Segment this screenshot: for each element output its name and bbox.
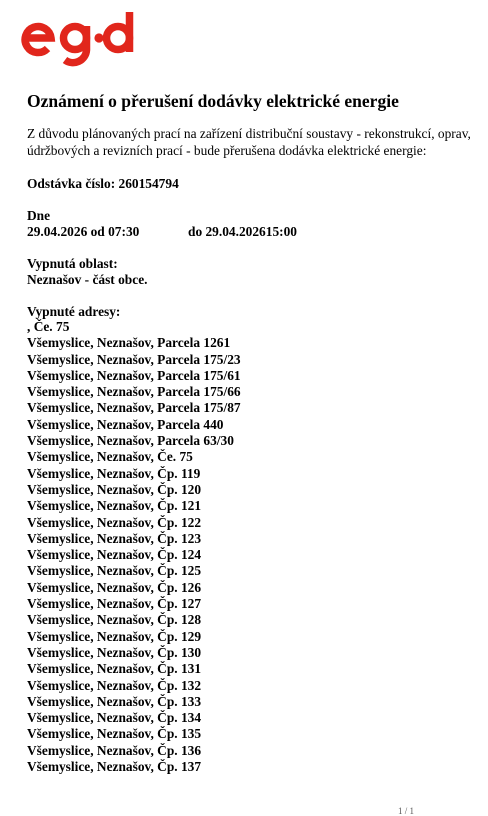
address-item: Všemyslice, Neznašov, Čp. 136	[27, 742, 202, 758]
address-item: Všemyslice, Neznašov, Čp. 130	[27, 644, 202, 660]
address-item: Všemyslice, Neznašov, Čp. 134	[27, 710, 202, 726]
intro-text: Z důvodu plánovaných prací na zařízení distribuční soustavy - rekonstrukcí, oprav, údržbových a revizních prací - bude přerušena dodávka elektrické energie:	[27, 126, 471, 158]
address-item: Všemyslice, Neznašov, Čp. 121	[27, 498, 202, 514]
area-value: Neznašov - část obce.	[27, 272, 148, 287]
address-item: Všemyslice, Neznašov, Čp. 128	[27, 612, 202, 628]
address-item: Všemyslice, Neznašov, Čp. 123	[27, 530, 202, 546]
address-item: Všemyslice, Neznašov, Čp. 124	[27, 547, 202, 563]
page-title: Oznámení o přerušení dodávky elektrické energie	[27, 91, 399, 111]
outage-number: Odstávka číslo: 260154794	[27, 176, 179, 191]
address-item: Všemyslice, Neznašov, Parcela 175/61	[27, 367, 241, 383]
date-from: 29.04.2026 od 07:30	[27, 224, 140, 239]
date-range	[27, 224, 297, 240]
page-number: 1 / 1	[398, 806, 415, 816]
address-item: Všemyslice, Neznašov, Parcela 175/66	[27, 384, 241, 400]
address-item: Všemyslice, Neznašov, Čp. 119	[27, 465, 201, 481]
address-item: Všemyslice, Neznašov, Čp. 126	[27, 579, 202, 595]
addresses-label: Vypnuté adresy:	[27, 304, 121, 319]
address-item: Všemyslice, Neznašov, Čp. 131	[27, 661, 202, 677]
address-item: Všemyslice, Neznašov, Čp. 120	[27, 481, 202, 497]
address-item: Všemyslice, Neznašov, Parcela 63/30	[27, 433, 234, 449]
egd-logo	[20, 8, 144, 70]
address-item: Všemyslice, Neznašov, Čp. 122	[27, 514, 202, 530]
area-label: Vypnutá oblast:	[27, 256, 118, 271]
address-item: Všemyslice, Neznašov, Parcela 440	[27, 416, 224, 432]
address-item: Všemyslice, Neznašov, Parcela 1261	[27, 335, 231, 351]
address-item: Všemyslice, Neznašov, Čp. 125	[27, 563, 202, 579]
address-item: Všemyslice, Neznašov, Parcela 175/23	[27, 351, 241, 367]
address-item: Všemyslice, Neznašov, Čp. 135	[27, 726, 202, 742]
address-item: Všemyslice, Neznašov, Čp. 129	[27, 628, 202, 644]
address-item: Všemyslice, Neznašov, Čp. 133	[27, 693, 202, 709]
address-item: Všemyslice, Neznašov, Če. 75	[27, 449, 193, 465]
date-label: Dne	[27, 208, 51, 223]
address-item: Všemyslice, Neznašov, Čp. 127	[27, 596, 202, 612]
address-item: Všemyslice, Neznašov, Čp. 137	[27, 759, 202, 775]
address-item: Všemyslice, Neznašov, Čp. 132	[27, 677, 202, 693]
address-item: Všemyslice, Neznašov, Parcela 175/87	[27, 400, 241, 416]
address-list	[27, 319, 241, 775]
date-to: do 29.04.202615:00	[188, 224, 297, 239]
address-item: , Če. 75	[27, 319, 70, 334]
